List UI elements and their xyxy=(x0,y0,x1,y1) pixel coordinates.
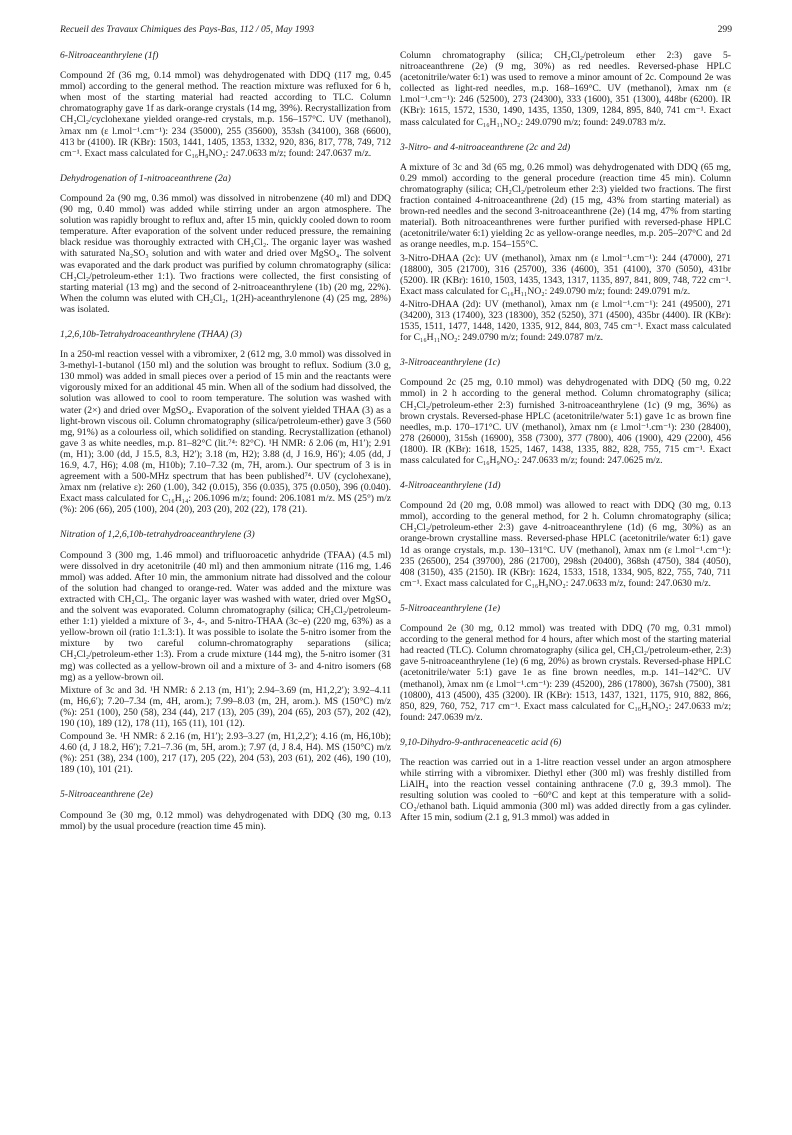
running-head xyxy=(60,24,732,38)
section-heading: 1,2,6,10b-Tetrahydroaceanthrylene (THAA) (3) xyxy=(60,328,242,340)
paragraph: Compound 2e (30 mg, 0.12 mmol) was treated with DDQ (70 mg, 0.31 mmol) according to the general method for 4 hours, after which most of the starting material had reacted (TLC). Column chromatography (silica gel, CH₂Cl₂/petroleum-ether, 2:3) gave 5-nitroaceanthrylene (1e) (6 mg, 20%) as brown crystals. Reversed-phase HPLC (acetonitrile/water 5:1) gave 1e as fine brown needles, m.p. 141–142°C. UV (methanol), λmax nm (ε l.mol⁻¹.cm⁻¹): 239 (45200), 286 (17800), 367sh (7500), 381 (10800), 413 (4500), 435 (3200). IR (KBr): 1513, 1437, 1321, 1175, 910, 882, 866, 850, 829, 760, 752, 717 cm⁻¹. Exact mass calculated for C₁₆H₉NO₂: 247.0633 m/z; found: 247.0639 m/z. xyxy=(400,623,731,723)
right-column xyxy=(400,50,731,838)
section-heading: 9,10-Dihydro-9-anthraceneacetic acid (6) xyxy=(400,736,562,748)
paragraph: 4-Nitro-DHAA (2d): UV (methanol), λmax nm (ε l.mol⁻¹.cm⁻¹): 241 (49500), 271 (34200), 313 (17400), 323 (18300), 352 (5250), 371 (4500), 435br (4400). IR (KBr): 1535, 1511, 1477, 1448, 1420, 1335, 912, 844, 803, 745 cm⁻¹. Exact mass calculated for C₁₆H₁₁NO₂: 249.0790 m/z; found: 249.0787 m/z. xyxy=(400,298,731,344)
paragraph: In a 250-ml reaction vessel with a vibromixer, 2 (612 mg, 3.0 mmol) was dissolved in 3-methyl-1-butanol (150 ml) and the solution was brought to reflux. Sodium (3.0 g, 130 mmol) was added in small pieces over a period of 15 min and the reactants were vigorously mixed for an additional 45 min. When all of the sodium had dissolved, the solution was allowed to cool to room temperature. The solution was washed with water (2×) and dried over MgSO₄. Evaporation of the solvent yielded THAA (3) as a light-brown viscous oil. Column chromatography (silica/petroleum-ether) gave 3 (560 mg, 91%) as a colourless oil, which solidified on standing. Recrystallization (ethanol) gave 3 as white needles, m.p. 81–82°C (lit.⁷⁴: 82°C). ¹H NMR: δ 2.06 (m, H1′); 2.91 (m, H1); 3.00 (dd, J 15.5, 8.3, H2′); 3.18 (m, H2); 3.88 (d, J 16.9, H6′); 4.05 (dd, J 16.9, 4.7, H6); 4.08 (m, H10b); 7.10–7.32 (m, 7H, arom.). Our spectrum of 3 is in agreement with a 500-MHz spectrum that has been published⁷⁴. UV (cyclohexane), λmax nm (relative ε): 260 (1.00), 342 (0.015), 356 (0.035), 375 (0.050), 396 (0.040). Exact mass calculated for C₁₆H₁₄: 206.1096 m/z; found: 206.1081 m/z. MS (25°) m/z (%): 206 (66), 205 (100), 204 (20), 203 (20), 202 (22), 178 (21). xyxy=(60,349,391,516)
paragraph: Compound 2c (25 mg, 0.10 mmol) was dehydrogenated with DDQ (50 mg, 0.22 mmol) in 2 h according to the general method. Column chromatography (silica; CH₂Cl₂/petroleum-ether 2:3) furnished 3-nitroaceanthrylene (1c) (9 mg, 36%) as brown crystals. Reversed-phase HPLC (acetonitrile/water 5:1) gave 1c as brown fine needles, m.p. 170–171°C. UV (methanol), λmax nm (ε l.mol⁻¹.cm⁻¹): 230 (28400), 278 (26000), 315sh (16900), 358 (7300), 377 (7800), 406 (1900), 429 (2200), 456 (1800). IR (KBr): 1618, 1525, 1467, 1438, 1335, 882, 828, 755, 715 cm⁻¹. Exact mass calculated for C₁₆H₉NO₂: 247.0633 m/z; found: 247.0625 m/z. xyxy=(400,377,731,466)
paragraph: Column chromatography (silica; CH₂Cl₂/petroleum ether 2:3) gave 5-nitroaceanthrene (2e) (9 mg, 30%) as red needles. Reversed-phase HPLC (acetonitrile/water 6:1) was used to remove a minor amount of 2c. Compound 2e was collected as light-red needles, m.p. 168–169°C. UV (methanol), λmax nm (ε l.mol⁻¹.cm⁻¹): 246 (52500), 273 (24300), 333 (1600), 351 (1300), 448br (6200). IR (KBr): 1615, 1572, 1530, 1490, 1435, 1350, 1309, 1284, 895, 840, 741 cm⁻¹. Exact mass calculated for C₁₆H₁₁NO₂: 249.0790 m/z; found: 249.0783 m/z. xyxy=(400,50,731,128)
paragraph: Compound 2d (20 mg, 0.08 mmol) was allowed to react with DDQ (30 mg, 0.13 mmol), according to the general method, for 2 h. Column chromatography (silica; CH₂Cl₂/petroleum-ether 2:3) gave 4-nitroaceanthrylene (1d) (6 mg, 30%) as an orange-brown crystalline mass. Reversed-phase HPLC (acetonitrile/water 6:1) gave 1d as orange crystals, m.p. 130–131°C. UV (methanol), λmax nm (ε l.mol⁻¹.cm⁻¹): 235 (26500), 254 (39700), 286 (21700), 298sh (20400), 368sh (4750), 384 (4050), 408 (3150), 435 (2150). IR (KBr): 1624, 1533, 1518, 1334, 905, 822, 755, 740, 711 cm⁻¹. Exact mass calculated for C₁₆H₉NO₂: 247.0633 m/z, found: 247.0630 m/z. xyxy=(400,500,731,589)
section-heading: 5-Nitroaceanthrene (2e) xyxy=(60,789,153,801)
paragraph: 3-Nitro-DHAA (2c): UV (methanol), λmax nm (ε l.mol⁻¹.cm⁻¹): 244 (47000), 271 (18800), 305 (21700), 316 (25700), 336 (4600), 351 (4100), 370 (5050), 431br (5200). IR (KBr): 1610, 1503, 1435, 1343, 1317, 1135, 897, 841, 809, 748, 722 cm⁻¹. Exact mass calculated for C₁₆H₁₁NO₂: 249.0790 m/z; found: 249.0791 m/z. xyxy=(400,252,731,297)
page-number: 299 xyxy=(717,24,732,35)
paragraph: Compound 3 (300 mg, 1.46 mmol) and trifluoroacetic anhydride (TFAA) (4.5 ml) were dissolved in dry acetonitrile (40 ml) and then ammonium nitrate (116 mg, 1.46 mmol) was added. After 10 min, the ammonium nitrate had dissolved and the colour of the solution had changed to orange-red. Water was added and the mixture was extracted with CH₂Cl₂. The organic layer was washed with water, dried over MgSO₄ and the solvent was evaporated. Column chromatography (silica; CH₂Cl₂/petroleum-ether 1:1) yielded a mixture of 3-, 4-, and 5-nitro-THAA (3c–e) (220 mg, 63%) as a yellow-brown oil (ratio 1:1.3:1). It was possible to isolate the 5-nitro isomer from the mixture by two careful column-chromatography separations (silica; CH₂Cl₂/petroleum-ether 1:3). From a crude mixture (144 mg), the 5-nitro isomer (31 mg) was collected as a yellow-brown oil and a mixture of 3- and 4-nitro isomers (68 mg) as a yellow-brown oil. xyxy=(60,549,391,683)
paragraph: A mixture of 3c and 3d (65 mg, 0.26 mmol) was dehydrogenated with DDQ (65 mg, 0.29 mmol) according to the general procedure (reaction time 45 min). Column chromatography (silica; CH₂Cl₂/petroleum ether 2:3) yielded two fractions. The first fraction contained 4-nitroaceanthrene (2d) (15 mg, 43% from starting material) as brown-red needles and the second 3-nitroaceanthrene (2e) (14 mg, 47% from starting material). Both nitroaceanthrenes were further purified with reversed-phase HPLC (acetonitrile/water 6:1) yielding 2c as yellow-orange needles, m.p. 205–207°C and 2d as orange needles, m.p. 154–155°C. xyxy=(400,161,731,251)
paragraph: Compound 3e. ¹H NMR: δ 2.16 (m, H1′); 2.93–3.27 (m, H1,2,2′); 4.16 (m, H6,10b); 4.60 (d, J 18.2, H6′); 7.21–7.36 (m, 5H, arom.); 7.97 (d, J 8.4, H4). MS (150°C) m/z (%): 251 (38), 234 (100), 217 (17), 205 (22), 204 (53), 203 (61), 202 (46), 190 (10), 189 (10), 101 (21). xyxy=(60,731,391,776)
section-heading: Dehydrogenation of 1-nitroaceanthrene (2a) xyxy=(60,172,231,184)
section-heading: 4-Nitroaceanthrylene (1d) xyxy=(400,480,501,492)
journal-citation: Recueil des Travaux Chimiques des Pays-Bas, 112 / 05, May 1993 xyxy=(60,24,315,35)
section-heading: 3-Nitroaceanthrylene (1c) xyxy=(400,357,501,369)
paragraph: Compound 3e (30 mg, 0.12 mmol) was dehydrogenated with DDQ (30 mg, 0.13 mmol) by the usual procedure (reaction time 45 min). xyxy=(60,809,391,832)
section-heading: Nitration of 1,2,6,10b-tetrahydroaceanthrylene (3) xyxy=(60,529,255,541)
section-heading: 3-Nitro- and 4-nitroaceanthrene (2c and 2d) xyxy=(400,141,571,153)
section-heading: 6-Nitroaceanthrylene (1f) xyxy=(60,50,159,61)
section-heading: 5-Nitroaceanthrylene (1e) xyxy=(400,602,501,614)
paragraph: Compound 2a (90 mg, 0.36 mmol) was dissolved in nitrobenzene (40 ml) and DDQ (90 mg, 0.40 mmol) was added while stirring under an argon atmosphere. The solution was rapidly brought to reflux and, after 15 min, quickly cooled down to room temperature. After evaporation of the solvent under reduced pressure, the remaining black residue was thoroughly extracted with CH₂Cl₂. The organic layer was washed with saturated Na₂SO₃ solution and with water and dried over MgSO₄. The solvent was evaporated and the dark product was purified by column chromatography (silica: CH₂Cl₂/petroleum-ether 1:1). Two fractions were collected, the first consisting of starting material (13 mg) and the second of 2-nitroaceanthrylene (1b) (20 mg, 22%). When the column was eluted with CH₂Cl₂, 1(2H)-aceanthrylenone (4) (25 mg, 28%) was isolated. xyxy=(60,192,391,315)
paragraph: The reaction was carried out in a 1-litre reaction vessel under an argon atmosphere while stirring with a vibromixer. Diethyl ether (300 ml) was freshly distilled from LiAlH₄ into the reaction vessel containing anthracene (7.0 g, 39.3 mmol). The resulting solution was cooled to −60°C and kept at this temperature with a solid-CO₂/ethanol bath. Liquid ammonia (300 ml) was added directly from a gas cylinder. After 15 min, sodium (2.1 g, 91.3 mmol) was added in xyxy=(400,756,731,824)
paragraph: Compound 2f (36 mg, 0.14 mmol) was dehydrogenated with DDQ (117 mg, 0.45 mmol) according to the general method. The reaction mixture was refluxed for 6 h, when most of the starting material had reacted according to TLC. Column chromatography gave 1f as dark-orange crystals (14 mg, 39%). Recrystallization from CH₂Cl₂/cyclohexane yielded orange-red crystals, m.p. 156–157°C. UV (methanol), λmax nm (ε l.mol⁻¹.cm⁻¹): 234 (35000), 255 (35600), 353sh (34100), 368 (6600), 413 br (4100). IR (KBr): 1503, 1441, 1405, 1353, 1332, 920, 836, 817, 778, 749, 712 cm⁻¹. Exact mass calculated for C₁₆H₉NO₂: 247.0633 m/z; found: 247.0637 m/z. xyxy=(60,70,391,159)
paragraph: Mixture of 3c and 3d. ¹H NMR: δ 2.13 (m, H1′); 2.94–3.69 (m, H1,2,2′); 3.92–4.11 (m, H6,6′); 7.20–7.34 (m, 4H, arom.); 7.99–8.03 (m, 2H, arom.). MS (150°C) m/z (%): 251 (100), 250 (58), 234 (44), 217 (13), 205 (39), 204 (65), 203 (57), 202 (42), 190 (10), 189 (12), 178 (11), 165 (11), 101 (12). xyxy=(60,684,391,729)
left-column xyxy=(60,50,391,846)
